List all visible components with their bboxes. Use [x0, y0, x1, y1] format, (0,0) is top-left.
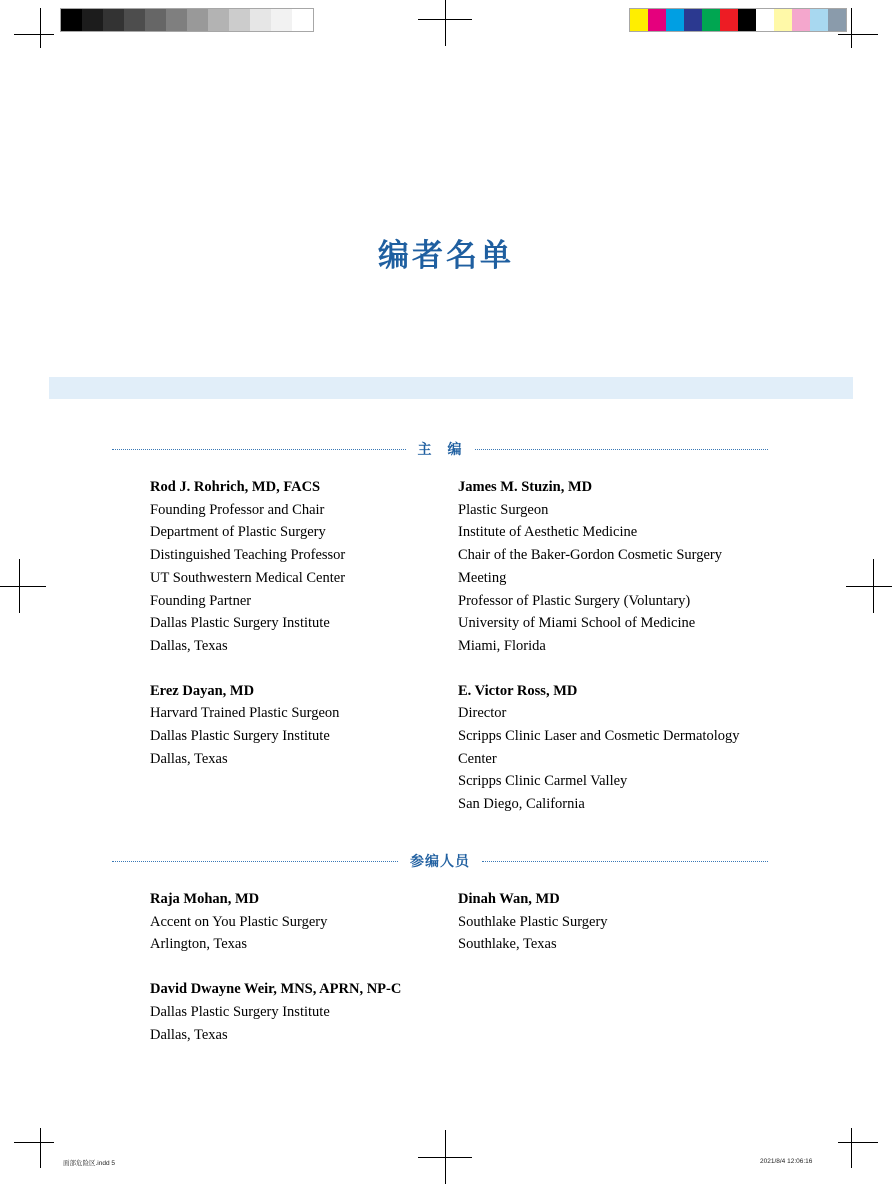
- dotted-rule-right: [475, 449, 769, 450]
- color-swatch: [756, 9, 774, 31]
- dotted-rule-left: [112, 449, 406, 450]
- contributor-affiliation-line: Center: [458, 750, 497, 767]
- color-swatch: [738, 9, 756, 31]
- contributor-affiliation-line: Arlington, Texas: [150, 936, 247, 953]
- contributor-name: James M. Stuzin, MD: [458, 479, 593, 495]
- contributor-entry: [150, 978, 458, 1046]
- registration-mark-left-icon: [0, 559, 46, 613]
- grayscale-swatch: [82, 9, 103, 31]
- contributor-affiliation-line: Scripps Clinic Carmel Valley: [458, 773, 628, 790]
- grayscale-swatch: [208, 9, 229, 31]
- dotted-rule-right: [482, 861, 768, 862]
- contributor-affiliation-line: Founding Professor and Chair: [150, 501, 325, 518]
- color-swatch: [828, 9, 846, 31]
- contributor-affiliation-line: Department of Plastic Surgery: [150, 524, 326, 541]
- contributor-entry: [458, 888, 766, 956]
- contributor-entry: [458, 680, 766, 816]
- contributor-name: E. Victor Ross, MD: [458, 682, 578, 699]
- contributor-affiliation-line: Chair of the Baker-Gordon Cosmetic Surgery: [458, 547, 723, 564]
- decorative-band: [49, 377, 853, 399]
- grayscale-swatch: [271, 9, 292, 31]
- contributor-affiliation-line: Institute of Aesthetic Medicine: [458, 524, 638, 541]
- contributor-entry: [458, 476, 766, 658]
- contributor-name: Raja Mohan, MD: [150, 891, 260, 907]
- registration-mark-right-icon: [846, 559, 892, 613]
- contributor-name: Erez Dayan, MD: [150, 682, 255, 699]
- contributor-affiliation-line: Professor of Plastic Surgery (Voluntary): [458, 592, 691, 609]
- contributor-affiliation-line: Director: [458, 705, 507, 722]
- column-left: [150, 888, 458, 1068]
- registration-mark-top-icon: [418, 0, 472, 46]
- contributor-affiliation-line: Southlake, Texas: [458, 936, 557, 953]
- grayscale-swatch: [124, 9, 145, 31]
- grayscale-swatch: [103, 9, 124, 31]
- contributor-affiliation-line: Miami, Florida: [458, 637, 546, 654]
- grayscale-swatch: [145, 9, 166, 31]
- color-swatch: [648, 9, 666, 31]
- contributor-affiliation-line: Scripps Clinic Laser and Cosmetic Dermatology: [458, 728, 740, 745]
- grayscale-swatch: [229, 9, 250, 31]
- color-swatch: [684, 9, 702, 31]
- section-header-contributors: [112, 851, 768, 871]
- column-right: [458, 476, 766, 838]
- color-calibration-bar: [629, 8, 847, 32]
- color-swatch: [792, 9, 810, 31]
- contributor-affiliation-line: Dallas Plastic Surgery Institute: [150, 728, 330, 745]
- editors-in-chief-list: [150, 476, 810, 838]
- color-swatch: [666, 9, 684, 31]
- contributor-name: Rod J. Rohrich, MD, FACS: [150, 479, 321, 495]
- grayscale-swatch: [292, 9, 313, 31]
- contributor-affiliation-line: Harvard Trained Plastic Surgeon: [150, 705, 340, 722]
- contributor-affiliation-line: Dallas Plastic Surgery Institute: [150, 615, 330, 632]
- contributor-affiliation-line: Meeting: [458, 569, 507, 586]
- contributor-name: David Dwayne Weir, MNS, APRN, NP-C: [150, 981, 402, 998]
- crop-mark-bottom-right: [838, 1128, 878, 1168]
- grayscale-calibration-bar: [60, 8, 314, 32]
- color-swatch: [630, 9, 648, 31]
- contributor-affiliation-line: Accent on You Plastic Surgery: [150, 913, 328, 930]
- grayscale-swatch: [250, 9, 271, 31]
- color-swatch: [774, 9, 792, 31]
- grayscale-swatch: [166, 9, 187, 31]
- contributor-affiliation-line: Dallas, Texas: [150, 1026, 228, 1043]
- color-swatch: [702, 9, 720, 31]
- crop-mark-bottom-left: [14, 1128, 54, 1168]
- column-right: [458, 888, 766, 1068]
- grayscale-swatch: [187, 9, 208, 31]
- section-label: 主 编: [417, 442, 463, 458]
- color-swatch: [720, 9, 738, 31]
- contributor-affiliation-line: Southlake Plastic Surgery: [458, 913, 608, 930]
- dotted-rule-left: [112, 861, 398, 862]
- column-left: [150, 476, 458, 838]
- contributor-affiliation-line: Founding Partner: [150, 592, 252, 609]
- contributor-affiliation-line: UT Southwestern Medical Center: [150, 569, 346, 586]
- contributor-affiliation-line: Dallas, Texas: [150, 637, 228, 654]
- contributors-list: [150, 888, 810, 1068]
- contributor-entry: [150, 888, 458, 956]
- contributor-affiliation-line: Dallas, Texas: [150, 750, 228, 767]
- contributor-affiliation-line: University of Miami School of Medicine: [458, 615, 696, 632]
- crop-mark-top-left: [14, 8, 54, 48]
- section-label: 参编人员: [410, 854, 470, 870]
- contributor-entry: [150, 476, 458, 658]
- contributor-affiliation-line: Dallas Plastic Surgery Institute: [150, 1003, 330, 1020]
- page-title: 编者名单: [378, 238, 514, 274]
- contributor-affiliation-line: Distinguished Teaching Professor: [150, 547, 346, 564]
- section-header-editors-in-chief: [112, 439, 768, 459]
- contributor-affiliation-line: San Diego, California: [458, 796, 585, 813]
- contributor-entry: [150, 680, 458, 771]
- grayscale-swatch: [61, 9, 82, 31]
- footer-filename: 面部危险区.indd 5: [63, 1160, 116, 1167]
- footer-timestamp: 2021/8/4 12:06:16: [760, 1158, 813, 1165]
- contributor-affiliation-line: Plastic Surgeon: [458, 501, 549, 518]
- contributor-name: Dinah Wan, MD: [458, 891, 560, 907]
- color-swatch: [810, 9, 828, 31]
